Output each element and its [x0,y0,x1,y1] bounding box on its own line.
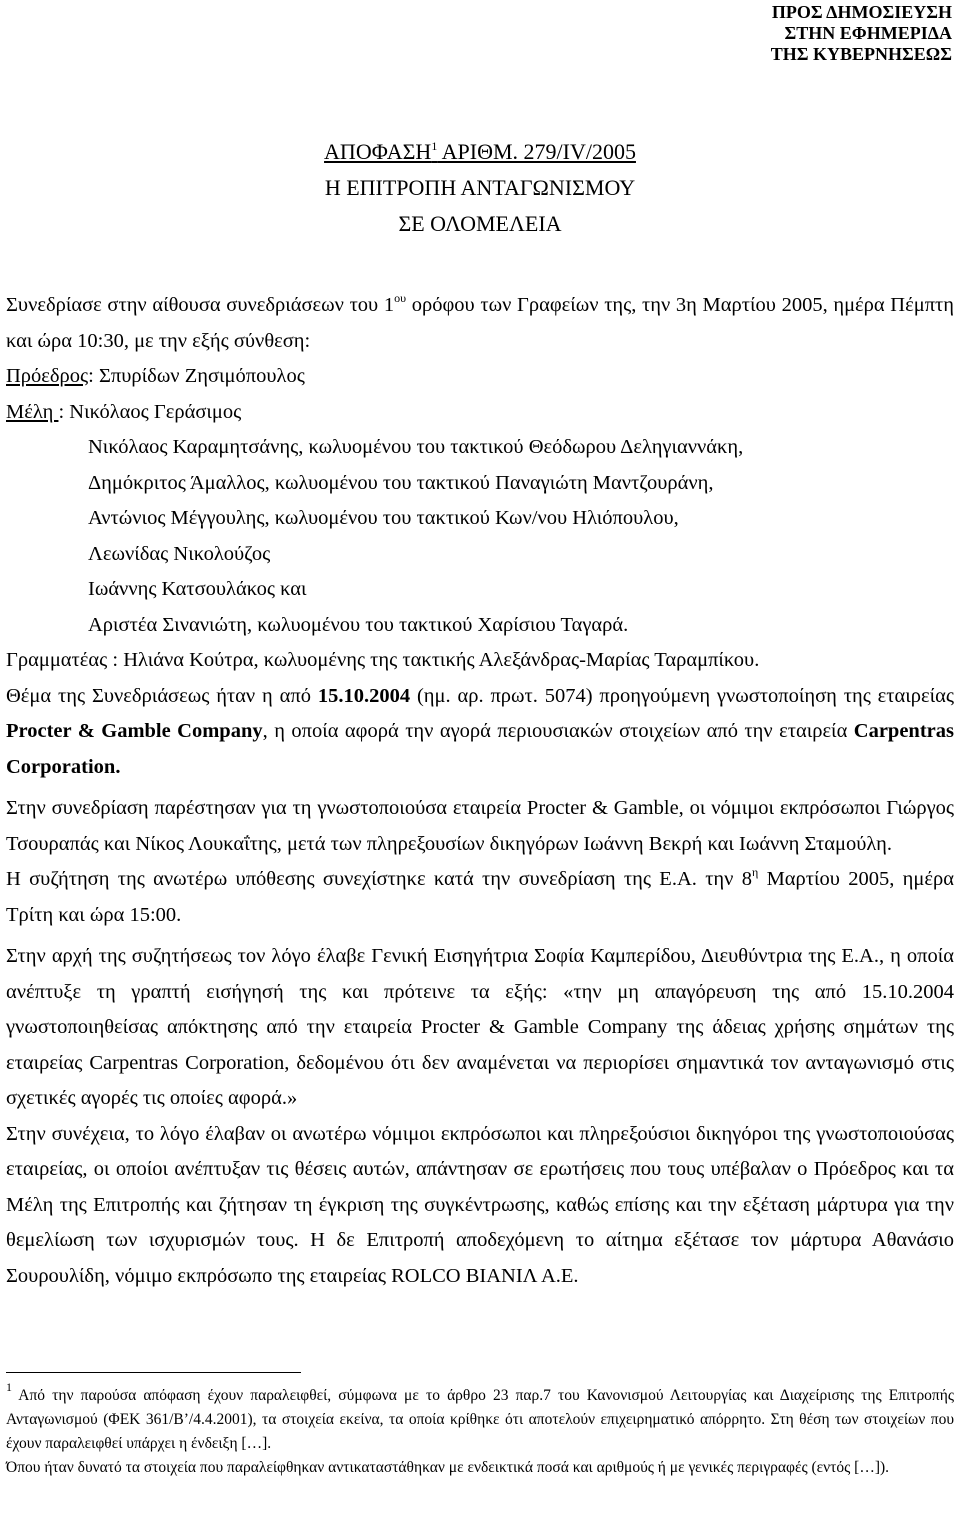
session-paragraph: Συνεδρίασε στην αίθουσα συνεδριάσεων του $1^{o\upsilon}$ ορόφου των Γραφείων της, την 3η Μαρτίου 2005, ημέρα Πέμπτη και ώρα 10:30, με την εξής σύνθεση: [6,291,954,352]
president-label: Πρόεδρος [6,365,89,387]
subject-paragraph: Θέμα της Συνεδριάσεως ήταν η από 15.10.2004 (ημ. αρ. πρωτ. 5074) προηγούμενη γνωστοποίηση της εταιρείας Procter & Gamble Company, η οποία αφορά την αγορά περιουσιακών στοιχείων από την εταιρεία Carpentras Corporation. [6,684,954,778]
continuation-paragraph: Η συζήτηση της ανωτέρω υπόθεσης συνεχίστηκε κατά την συνεδρίαση της Ε.Α. την $8^\eta$ Μαρτίου 2005, ημέρα Τρίτη και ώρα 15:00. [6,865,954,926]
document-body [6,288,954,1294]
member-name: Λεωνίδας Νικολούζος [88,542,271,565]
attendance-paragraph: Στην συνεδρίαση παρέστησαν για τη γνωστοποιούσα εταιρεία Procter & Gamble, οι νόμιμοι εκπρόσωποι Γιώργος Τσουραπάς και Νίκος Λουκαΐτης, μετά των πληρεξουσίων δικηγόρων Ιωάννη Βεκρή και Ιωάννη Σταμούλη. [6,797,954,855]
footnote-divider [6,1372,301,1373]
publication-line: ΣΤΗΝ ΕΦΗΜΕΡΙΔΑ [784,23,952,43]
publication-line: ΠΡΟΣ ΔΗΜΟΣΙΕΥΣΗ [771,2,952,22]
authority-name: Η ΕΠΙΤΡΟΠΗ ΑΝΤΑΓΩΝΙΣΜΟΥ [324,175,636,200]
plenary-label: ΣΕ ΟΛΟΜΕΛΕΙΑ [398,211,562,236]
member-name: Αριστέα Σινανιώτη, κωλυομένου του τακτικού Χαρίσιου Ταγαρά. [88,613,629,636]
footnote-ref: 1 [431,139,438,153]
footnote [6,1380,954,1480]
footnote-mark: 1 [6,1380,12,1394]
footnote-text: Όπου ήταν δυνατό τα στοιχεία που παραλείφθηκαν αντικαταστάθηκαν με ενδεικτικά ποσά και αριθμούς ή με γενικές περιγραφές (εντός […]). [6,1459,890,1476]
rapporteur-paragraph: Στην αρχή της συζητήσεως τον λόγο έλαβε Γενική Εισηγήτρια Σοφία Καμπερίδου, Διευθύντρια της Ε.Α., η οποία ανέπτυξε τη γραπτή εισήγησή της και πρότεινε τα εξής: «την μη απαγόρευση της από 15.10.2004 γνωστοποιηθείσας απόκτησης από την εταιρεία Procter & Gamble Company της άδειας χρήσης σημάτων της εταιρείας Carpentras Corporation, δεδομένου ότι δεν αναμένεται να περιορίσει σημαντικά τον ανταγωνισμό στις σχετικές αγορές τις οποίες αφορά.» [6,945,954,1109]
member-name: Δημόκριτος Άμαλλος, κωλυομένου του τακτικού Παναγιώτη Μαντζουράνη, [88,471,714,494]
decision-number: ΑΠΟΦΑΣΗ$^1$ ΑΡΙΘΜ. 279/IV/2005 [324,139,636,164]
member-name: : Νικόλαος Γεράσιμος [58,400,242,423]
publication-line: ΤΗΣ ΚΥΒΕΡΝΗΣΕΩΣ [770,44,952,64]
decision-header [0,134,960,242]
member-name: Αντώνιος Μέγγουλης, κωλυομένου του τακτικού Κων/νου Ηλιόπουλου, [88,507,679,529]
hearing-paragraph: Στην συνέχεια, το λόγο έλαβαν οι ανωτέρω νόμιμοι εκπρόσωποι και πληρεξούσιοι δικηγόροι της γνωστοποιούσας εταιρείας, οι οποίοι ανέπτυξαν τις θέσεις αυτών, απάντησαν σε ερωτήσεις που τους υπέβαλαν ο Πρόεδρος και τα Μέλη της Επιτροπής και ζήτησαν τη έγκριση της συγκέντρωσης, καθώς επίσης και την εξέταση μάρτυρα για την θεμελίωση των ισχυρισμών τους. Η δε Επιτροπή αποδεχόμενη το αίτημα εξέτασε τον μάρτυρα Αθανάσιο Σουρουλίδη, νόμιμο εκπρόσωπο της εταιρείας ROLCO ΒΙΑΝΙΛ Α.Ε. [6,1122,954,1287]
footnote-text: $^1$ Από την παρούσα απόφαση έχουν παραλειφθεί, σύμφωνα με το άρθρο 23 παρ.7 του Κανονισμού Λειτουργίας και Διαχείρισης της Επιτροπής Ανταγωνισμού (ΦΕΚ 361/Β’/4.4.2001), τα στοιχεία εκείνα, τα οποία κρίθηκε ότι αποτελούν επιχειρηματικό απόρρητο. Στη θέση των στοιχείων που έχουν παραλειφθεί υπάρχει η ένδειξη […]. [6,1380,954,1452]
members-label: Μέλη [6,400,59,423]
member-name: Ιωάννης Κατσουλάκος και [88,578,307,600]
publication-notice [771,2,952,65]
member-name: Νικόλαος Καραμητσάνης, κωλυομένου του τακτικού Θεόδωρου Δεληγιαννάκη, [88,436,744,458]
members-line [6,395,954,431]
president-name: : Σπυρίδων Ζησιμόπουλος [88,365,305,387]
president-line [6,359,954,395]
secretary-line: Γραμματέας : Ηλιάνα Κούτρα, κωλυομένης της τακτικής Αλεξάνδρας-Μαρίας Ταραμπίκου. [6,649,760,671]
